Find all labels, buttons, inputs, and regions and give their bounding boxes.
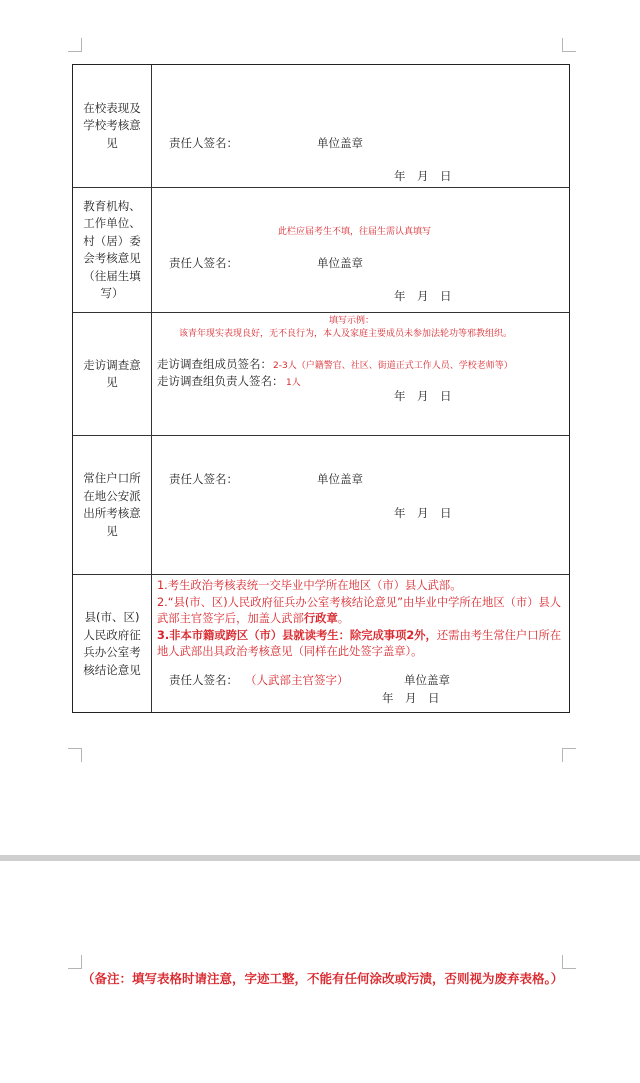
leader-label: 走访调查组负责人签名： [157, 374, 284, 388]
date-label: 年 月 日 [382, 691, 440, 705]
date-label: 年 月 日 [394, 169, 452, 183]
page-corner-mark [562, 38, 576, 52]
row-label-employer-review: 教育机构、工作单位、村（居）委会考核意见（往届生填写） [83, 198, 141, 300]
members-label: 走访调查组成员签名： [157, 357, 272, 371]
page-corner-mark [68, 38, 82, 52]
seal-label: 单位盖章 [317, 136, 363, 150]
instruction-2: 2.“县(市、区)人民政府征兵办公室考核结论意见”由毕业中学所在地区（市）县人武部主官签字后，加盖人武部行政章。 [157, 595, 562, 625]
political-review-table [72, 64, 570, 713]
seal-label: 单位盖章 [317, 472, 363, 486]
fill-hint: 此栏应届考生不填，往届生需认真填写 [278, 227, 432, 237]
row-label-recruit-office-conclusion: 县(市、区)人民政府征兵办公室考核结论意见 [83, 610, 141, 677]
signer-label: 责任人签名： [169, 256, 238, 270]
column-divider [151, 65, 152, 712]
date-label: 年 月 日 [394, 389, 452, 403]
example-title: 填写示例： [329, 316, 375, 326]
example-text: 该青年现实表现良好，无不良行为，本人及家庭主要成员未参加法轮功等邪教组织。 [179, 329, 513, 339]
instruction-1: 1.考生政治考核表统一交毕业中学所在地区（市）县人武部。 [157, 579, 462, 592]
instruction-3: 3.非本市籍或跨区（市）县就读考生：除完成事项2外，还需由考生常住户口所在地人武部出具政治考核意见（同样在此处签字盖章）。 [157, 628, 562, 658]
seal-label: 单位盖章 [317, 256, 363, 270]
signer-label: 责任人签名： [169, 673, 238, 687]
seal-label: 单位盖章 [404, 673, 450, 687]
date-label: 年 月 日 [394, 506, 452, 520]
signer-label: 责任人签名： [169, 472, 238, 486]
row-label-visit-survey: 走访调查意见 [83, 357, 141, 389]
date-label: 年 月 日 [394, 289, 452, 303]
members-value: 2-3人（户籍警官、社区、街道正式工作人员、学校老师等） [273, 361, 513, 371]
row-label-police-review: 常住户口所在地公安派出所考核意见 [83, 471, 141, 538]
page-corner-mark [68, 748, 82, 762]
page-corner-mark [68, 955, 82, 969]
instruction-list [157, 578, 567, 661]
page-corner-mark [562, 748, 576, 762]
row-label-school-review: 在校表现及学校考核意见 [83, 100, 141, 150]
leader-value: 1人 [286, 378, 301, 388]
signer-label: 责任人签名： [169, 136, 238, 150]
signer-hint: （人武部主官签字） [245, 673, 349, 687]
document-page-2 [0, 861, 640, 1083]
footer-note: （备注：填写表格时请注意，字迹工整，不能有任何涂改或污渍，否则视为废弃表格。） [82, 971, 564, 986]
